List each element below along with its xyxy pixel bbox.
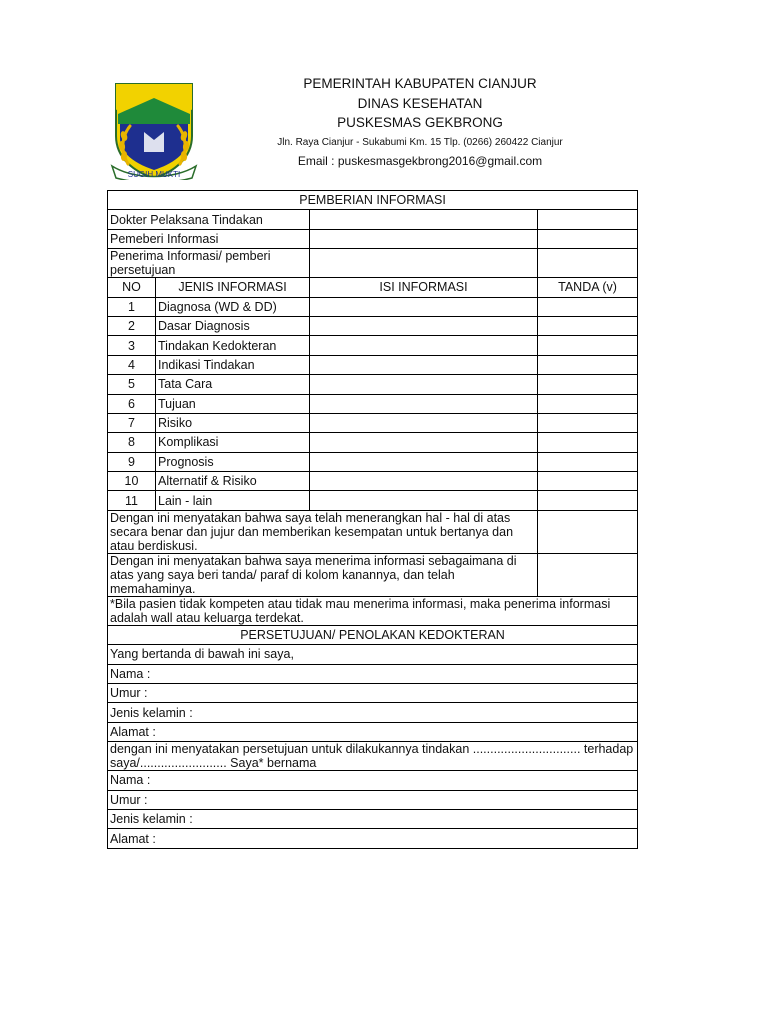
header-email: Email : puskesmasgekbrong2016@gmail.com xyxy=(297,154,543,168)
consent-field-sex[interactable]: Jenis kelamin : xyxy=(108,703,638,722)
patient-field-row xyxy=(108,771,638,790)
sign-informant[interactable] xyxy=(538,229,638,248)
info-item-row xyxy=(108,375,638,394)
info-item-row xyxy=(108,413,638,432)
info-item-jenis: Prognosis xyxy=(156,452,310,471)
info-item-isi[interactable] xyxy=(310,491,538,510)
patient-field-name[interactable]: Nama : xyxy=(108,771,638,790)
info-item-row xyxy=(108,355,638,374)
info-item-row xyxy=(108,452,638,471)
note-row xyxy=(108,596,638,625)
info-item-tanda[interactable] xyxy=(538,413,638,432)
info-item-no: 11 xyxy=(108,491,156,510)
consent-intro: Yang bertanda di bawah ini saya, xyxy=(108,645,638,664)
info-item-row xyxy=(108,336,638,355)
consent-statement[interactable]: dengan ini menyatakan persetujuan untuk dilakukannya tindakan ............................... terhadap saya/......................... Saya* bernama xyxy=(108,742,638,771)
info-item-tanda[interactable] xyxy=(538,433,638,452)
info-item-jenis: Lain - lain xyxy=(156,491,310,510)
info-item-no: 2 xyxy=(108,316,156,335)
info-item-isi[interactable] xyxy=(310,297,538,316)
info-item-no: 4 xyxy=(108,355,156,374)
statement-row xyxy=(108,510,638,553)
info-item-isi[interactable] xyxy=(310,336,538,355)
field-informant[interactable] xyxy=(310,229,538,248)
consent-field-row xyxy=(108,722,638,741)
info-item-isi[interactable] xyxy=(310,472,538,491)
info-item-no: 3 xyxy=(108,336,156,355)
info-item-jenis: Dasar Diagnosis xyxy=(156,316,310,335)
info-item-isi[interactable] xyxy=(310,433,538,452)
header-address: Jln. Raya Cianjur - Sukabumi Km. 15 Tlp. (0266) 260422 Cianjur xyxy=(277,137,563,148)
info-item-jenis: Tata Cara xyxy=(156,375,310,394)
info-item-isi[interactable] xyxy=(310,394,538,413)
patient-field-row xyxy=(108,809,638,828)
note-guardian: *Bila pasien tidak kompeten atau tidak mau menerima informasi, maka penerima informasi adalah wall atau keluarga terdekat. xyxy=(108,596,638,625)
info-item-row xyxy=(108,394,638,413)
info-item-jenis: Alternatif & Risiko xyxy=(156,472,310,491)
section-title-row xyxy=(108,625,638,644)
info-header-row xyxy=(108,210,638,229)
info-item-row xyxy=(108,316,638,335)
info-item-tanda[interactable] xyxy=(538,472,638,491)
info-item-tanda[interactable] xyxy=(538,375,638,394)
sign-statement-recipient[interactable] xyxy=(538,553,638,596)
label-recipient: Penerima Informasi/ pemberi persetujuan xyxy=(108,249,310,278)
info-item-isi[interactable] xyxy=(310,413,538,432)
info-item-isi[interactable] xyxy=(310,355,538,374)
section-title-information: PEMBERIAN INFORMASI xyxy=(108,191,638,210)
info-item-no: 6 xyxy=(108,394,156,413)
info-item-jenis: Diagnosa (WD & DD) xyxy=(156,297,310,316)
info-item-jenis: Tindakan Kedokteran xyxy=(156,336,310,355)
info-item-jenis: Indikasi Tindakan xyxy=(156,355,310,374)
column-header-row xyxy=(108,278,638,297)
statement-row xyxy=(108,553,638,596)
info-header-row xyxy=(108,229,638,248)
patient-field-address[interactable]: Alamat : xyxy=(108,829,638,848)
info-header-row xyxy=(108,249,638,278)
info-item-tanda[interactable] xyxy=(538,355,638,374)
patient-field-sex[interactable]: Jenis kelamin : xyxy=(108,809,638,828)
emblem-motto: SUGIH MUKTI xyxy=(127,170,181,179)
patient-field-age[interactable]: Umur : xyxy=(108,790,638,809)
info-item-no: 7 xyxy=(108,413,156,432)
label-informant: Pemeberi Informasi xyxy=(108,229,310,248)
consent-form-table xyxy=(107,190,638,849)
label-doctor: Dokter Pelaksana Tindakan xyxy=(108,210,310,229)
consent-statement-row xyxy=(108,742,638,771)
info-item-tanda[interactable] xyxy=(538,452,638,471)
info-item-jenis: Komplikasi xyxy=(156,433,310,452)
info-item-no: 5 xyxy=(108,375,156,394)
consent-field-name[interactable]: Nama : xyxy=(108,664,638,683)
info-item-row xyxy=(108,297,638,316)
info-item-row xyxy=(108,491,638,510)
info-item-no: 10 xyxy=(108,472,156,491)
consent-field-row xyxy=(108,664,638,683)
sign-recipient[interactable] xyxy=(538,249,638,278)
info-item-jenis: Tujuan xyxy=(156,394,310,413)
info-item-isi[interactable] xyxy=(310,375,538,394)
statement-recipient: Dengan ini menyatakan bahwa saya menerima informasi sebagaimana di atas yang saya beri tanda/ paraf di kolom kanannya, dan telah memahaminya. xyxy=(108,553,538,596)
col-header-jenis: JENIS INFORMASI xyxy=(156,278,310,297)
col-header-isi: ISI INFORMASI xyxy=(310,278,538,297)
info-item-isi[interactable] xyxy=(310,316,538,335)
header-government: PEMERINTAH KABUPATEN CIANJUR xyxy=(303,76,537,91)
consent-field-address[interactable]: Alamat : xyxy=(108,722,638,741)
patient-field-row xyxy=(108,829,638,848)
info-item-row xyxy=(108,433,638,452)
info-item-isi[interactable] xyxy=(310,452,538,471)
col-header-no: NO xyxy=(108,278,156,297)
consent-intro-row xyxy=(108,645,638,664)
consent-field-row xyxy=(108,703,638,722)
info-item-row xyxy=(108,472,638,491)
info-item-tanda[interactable] xyxy=(538,336,638,355)
info-item-tanda[interactable] xyxy=(538,297,638,316)
header-agency: DINAS KESEHATAN xyxy=(357,96,483,111)
consent-field-age[interactable]: Umur : xyxy=(108,684,638,703)
patient-field-row xyxy=(108,790,638,809)
info-item-tanda[interactable] xyxy=(538,316,638,335)
info-item-tanda[interactable] xyxy=(538,491,638,510)
consent-field-row xyxy=(108,684,638,703)
section-title-row xyxy=(108,191,638,210)
field-recipient[interactable] xyxy=(310,249,538,278)
info-item-jenis: Risiko xyxy=(156,413,310,432)
cianjur-regency-emblem xyxy=(108,80,200,180)
statement-informant: Dengan ini menyatakan bahwa saya telah menerangkan hal - hal di atas secara benar dan jujur dan memberikan kesempatan untuk bertanya dan atau berdiskusi. xyxy=(108,510,538,553)
info-item-tanda[interactable] xyxy=(538,394,638,413)
info-item-no: 8 xyxy=(108,433,156,452)
info-item-no: 1 xyxy=(108,297,156,316)
section-title-consent: PERSETUJUAN/ PENOLAKAN KEDOKTERAN xyxy=(108,625,638,644)
header-clinic: PUSKESMAS GEKBRONG xyxy=(337,115,503,130)
field-doctor[interactable] xyxy=(310,210,538,229)
sign-doctor[interactable] xyxy=(538,210,638,229)
info-items xyxy=(108,297,638,510)
col-header-tanda: TANDA (v) xyxy=(538,278,638,297)
sign-statement-informant[interactable] xyxy=(538,510,638,553)
info-item-no: 9 xyxy=(108,452,156,471)
